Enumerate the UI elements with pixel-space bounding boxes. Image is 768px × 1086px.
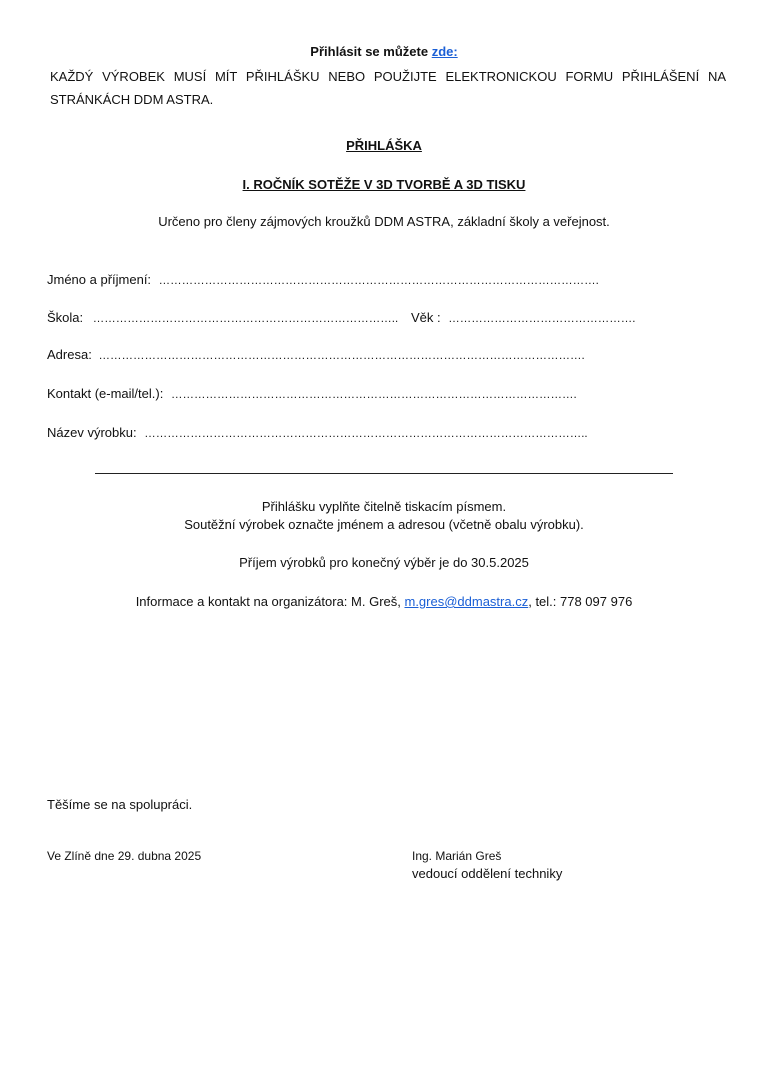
notice-line-1: KAŽDÝ VÝROBEK MUSÍ MÍT PŘIHLÁŠKU NEBO POUŽIJTE ELEKTRONICKOU FORMU PŘIHLÁŠENÍ NA — [50, 69, 726, 84]
field-name-label: Jméno a příjmení: — [47, 272, 152, 287]
registration-lead: Přihlásit se můžete — [310, 44, 432, 59]
form-title: PŘIHLÁŠKA — [346, 138, 422, 153]
field-school — [47, 310, 398, 325]
field-product — [47, 425, 588, 440]
signer-name: Ing. Marián Greš — [412, 849, 502, 863]
organizer-contact — [0, 594, 768, 609]
field-name — [47, 272, 599, 287]
field-address — [47, 347, 585, 362]
organizer-contact-lead: Informace a kontakt na organizátora: M. Greš, — [135, 594, 405, 609]
field-product-label: Název výrobku: — [47, 425, 137, 440]
signer-role: vedoucí oddělení techniky — [412, 866, 563, 881]
separator-line — [95, 473, 673, 474]
field-contact-dots: ……………………………………………………………………………………………. — [170, 389, 577, 401]
field-school-label: Škola: — [47, 310, 84, 325]
place-date: Ve Zlíně dne 29. dubna 2025 — [47, 849, 202, 863]
field-address-label: Adresa: — [47, 347, 92, 362]
field-school-dots: …………………………………………………………………….. — [92, 313, 399, 325]
notice-line-2: STRÁNKÁCH DDM ASTRA. — [50, 92, 214, 107]
deadline-text: Příjem výrobků pro konečný výběr je do 30.5.2025 — [239, 555, 529, 570]
registration-heading — [0, 44, 768, 59]
organizer-email-link[interactable]: m.gres@ddmastra.cz — [404, 594, 529, 609]
registration-link[interactable]: zde: — [431, 44, 458, 59]
closing-greeting: Těšíme se na spolupráci. — [47, 797, 193, 812]
field-contact-label: Kontakt (e-mail/tel.): — [47, 386, 164, 401]
form-subtitle: I. ROČNÍK SOTĚŽE V 3D TVORBĚ A 3D TISKU — [242, 177, 526, 192]
field-age-dots: …………………………………………. — [448, 313, 636, 325]
instruction-line-2: Soutěžní výrobek označte jménem a adresou (včetně obalu výrobku). — [184, 517, 584, 532]
field-name-dots: ……………………………………………………………………………………………………. — [158, 275, 599, 287]
field-age-label: Věk : — [411, 310, 441, 325]
field-product-dots: …………………………………………………………………………………………………….. — [144, 428, 588, 440]
field-contact — [47, 386, 577, 401]
field-address-dots: ………………………………………………………………………………………………………………. — [98, 350, 585, 362]
intended-audience: Určeno pro členy zájmových kroužků DDM ASTRA, základní školy a veřejnost. — [158, 214, 610, 229]
organizer-phone: , tel.: 778 097 976 — [528, 594, 633, 609]
instruction-line-1: Přihlášku vyplňte čitelně tiskacím písmem. — [261, 499, 507, 514]
field-age — [411, 310, 635, 325]
